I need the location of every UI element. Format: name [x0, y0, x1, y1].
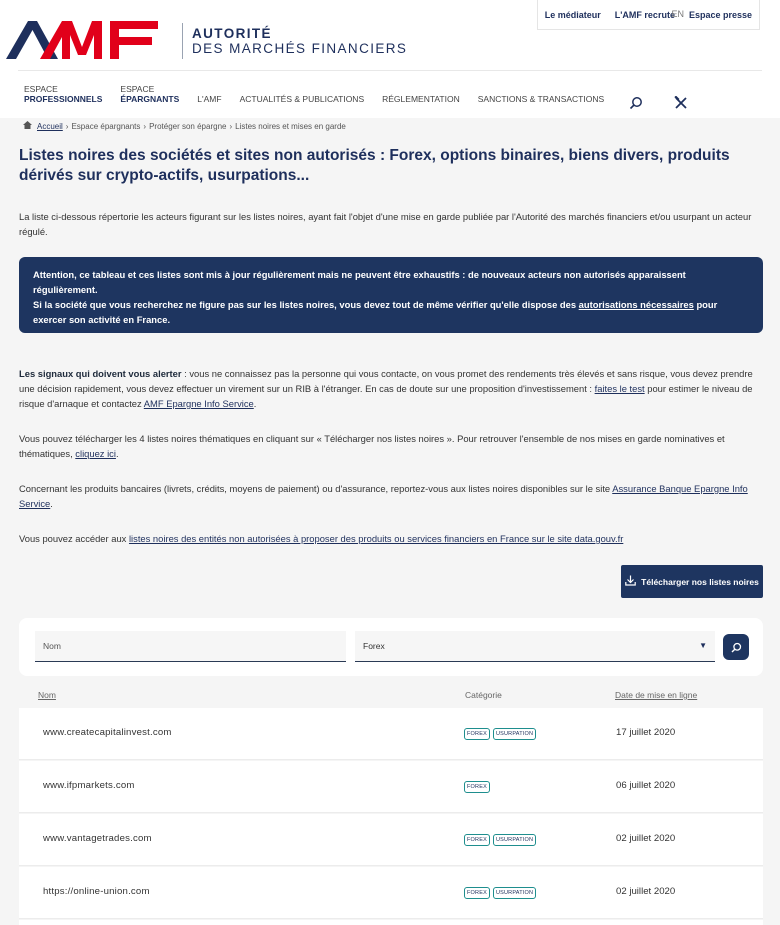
nav-espace-epargnants[interactable]	[120, 84, 179, 104]
nav-reglementation[interactable]: RÉGLEMENTATION	[382, 94, 460, 104]
tag-forex: FOREX	[464, 834, 490, 846]
tag-forex: FOREX	[464, 728, 490, 740]
nav-item-line1: ESPACE	[24, 84, 58, 94]
tag-usurpation: USURPATION	[493, 728, 536, 740]
caret-down-icon: ▼	[699, 641, 707, 650]
nav-item-line1: ESPACE	[120, 84, 155, 94]
intro-text: La liste ci-dessous répertorie les acteurs figurant sur les listes noires, ayant fait l'objet d'une mise en garde publiée par l'Autorité des marchés financiers et/ou usurpant un acteur régulé.	[19, 211, 752, 237]
row-tags	[464, 887, 539, 899]
signals-text: .	[253, 398, 257, 409]
name-filter-input[interactable]	[35, 631, 346, 662]
utility-links	[537, 0, 760, 30]
site-header	[0, 0, 780, 118]
logo-separator	[182, 23, 183, 59]
faites-le-test-link[interactable]: faites le test	[594, 383, 645, 394]
filter-panel	[19, 618, 763, 676]
datagouv-link[interactable]: listes noires des entités non autorisées à proposer des produits ou services financiers en France sur le site data.gouv.fr	[128, 533, 624, 544]
search-icon[interactable]	[629, 96, 643, 114]
cliquez-ici-link[interactable]: cliquez ici	[75, 448, 116, 459]
download-lists-button[interactable]	[621, 565, 763, 598]
name-filter-placeholder: Nom	[43, 641, 61, 651]
signals-text: : vous ne connaissez pas la personne qui vous contacte, on vous promet des rendements très élevés et sans risque, vous devez prendre une décision rapidement, vous devez effectuer un virement sur un RIB à l'étranger. En cas de doute sur une proposition d'investissement :	[19, 368, 753, 394]
signals-heading: Les signaux qui doivent vous alerter	[19, 368, 182, 379]
logo-caption-line2: DES MARCHÉS FINANCIERS	[192, 41, 408, 56]
main-nav	[24, 84, 622, 104]
alert-line2	[33, 297, 749, 327]
nav-amf[interactable]: L'AMF	[197, 94, 222, 104]
table-row[interactable]	[19, 814, 763, 866]
amf-epargne-info-link[interactable]: AMF Epargne Info Service	[143, 398, 254, 409]
logo-caption-line1: AUTORITÉ	[192, 26, 272, 41]
breadcrumb-separator: ›	[143, 121, 147, 131]
table-row-partial	[19, 920, 763, 925]
row-name[interactable]: www.createcapitalinvest.com	[43, 727, 172, 738]
top-link-presse[interactable]: Espace presse	[688, 9, 752, 20]
tag-forex: FOREX	[464, 887, 490, 899]
nav-sanctions[interactable]: SANCTIONS & TRANSACTIONS	[477, 94, 605, 104]
nav-espace-professionnels[interactable]	[24, 84, 102, 104]
nav-item-line2: PROFESSIONNELS	[24, 94, 103, 104]
row-tags	[464, 781, 493, 793]
table-row[interactable]	[19, 761, 763, 813]
top-link-mediateur[interactable]: Le médiateur	[544, 9, 601, 20]
alert-text: pour exercer son activité en France.	[33, 299, 718, 325]
banking-paragraph	[19, 481, 764, 511]
download-text: Vous pouvez télécharger les 4 listes noires thématiques en cliquant sur « Télécharger nos listes noires ». Pour retrouver l'ensemble de nos mises en garde nominatives et thématiques,	[19, 433, 725, 459]
filter-search-button[interactable]	[723, 634, 749, 660]
tag-usurpation: USURPATION	[493, 887, 536, 899]
warning-alert	[19, 257, 763, 333]
language-switch[interactable]	[671, 9, 684, 19]
page-title: Listes noires des sociétés et sites non autorisés : Forex, options binaires, biens divers, produits dérivés sur crypto-actifs, usurpations...	[19, 147, 730, 184]
row-name[interactable]: https://online-union.com	[43, 886, 150, 897]
table-row[interactable]	[19, 708, 763, 760]
table-row[interactable]	[19, 867, 763, 919]
breadcrumb	[23, 121, 346, 131]
breadcrumb-separator: ›	[65, 121, 69, 131]
nav-item-line2: ÉPARGNANTS	[120, 94, 180, 104]
breadcrumb-accueil[interactable]: Accueil	[37, 121, 63, 131]
signals-paragraph	[19, 366, 764, 411]
assurance-banque-link[interactable]: Assurance Banque Epargne Info Service	[19, 483, 748, 509]
alert-line1: Attention, ce tableau et ces listes sont mis à jour régulièrement mais ne peuvent être exhaustifs : de nouveaux acteurs non autorisés apparaissent régulièrement.	[33, 269, 686, 295]
row-date: 02 juillet 2020	[616, 833, 676, 844]
row-date: 17 juillet 2020	[616, 727, 676, 738]
autorisations-link[interactable]: autorisations nécessaires	[578, 299, 694, 310]
category-select-value: Forex	[363, 641, 385, 651]
logo-caption	[192, 26, 407, 56]
row-date: 02 juillet 2020	[616, 886, 676, 897]
home-icon[interactable]	[23, 121, 32, 131]
tag-forex: FOREX	[464, 781, 490, 793]
category-select[interactable]	[355, 631, 715, 662]
download-paragraph	[19, 431, 764, 461]
tag-usurpation: USURPATION	[493, 834, 536, 846]
download-text: .	[115, 448, 119, 459]
header-divider	[18, 70, 762, 71]
row-name[interactable]: www.ifpmarkets.com	[43, 780, 135, 791]
alert-text: Si la société que vous recherchez ne figure pas sur les listes noires, vous devez tout de même vérifier qu'elle dispose des	[33, 299, 579, 310]
download-button-label: Télécharger nos listes noires	[641, 576, 759, 587]
tools-icon[interactable]	[674, 96, 688, 114]
download-icon	[625, 575, 636, 589]
breadcrumb-espace-epargnants[interactable]: Espace épargnants	[71, 121, 141, 131]
breadcrumb-separator: ›	[229, 121, 233, 131]
datagouv-text: Vous pouvez accéder aux	[19, 533, 129, 544]
amf-logo[interactable]	[6, 19, 166, 63]
breadcrumb-current: Listes noires et mises en garde	[235, 121, 346, 131]
column-header-nom[interactable]: Nom	[38, 690, 56, 700]
table-header	[19, 686, 763, 708]
row-tags	[464, 834, 539, 846]
signals-text: pour estimer le niveau de risque d'arnaque et contactez	[19, 383, 753, 409]
top-link-recrute[interactable]: L'AMF recrute	[614, 9, 675, 20]
nav-actualites[interactable]: ACTUALITÉS & PUBLICATIONS	[239, 94, 365, 104]
language-label: EN	[671, 9, 684, 19]
row-date: 06 juillet 2020	[616, 780, 676, 791]
banking-text: Concernant les produits bancaires (livrets, crédits, moyens de paiement) ou d'assurance, reportez-vous aux listes noires disponibles sur le site	[19, 483, 613, 494]
row-tags	[464, 728, 539, 740]
breadcrumb-proteger[interactable]: Protéger son épargne	[149, 121, 227, 131]
datagouv-paragraph	[19, 531, 764, 546]
amf-logo-mark	[6, 19, 166, 63]
banking-text: .	[50, 498, 53, 509]
column-header-categorie: Catégorie	[465, 690, 502, 700]
row-name[interactable]: www.vantagetrades.com	[43, 833, 152, 844]
search-icon	[731, 642, 742, 653]
column-header-date[interactable]: Date de mise en ligne	[615, 690, 698, 700]
